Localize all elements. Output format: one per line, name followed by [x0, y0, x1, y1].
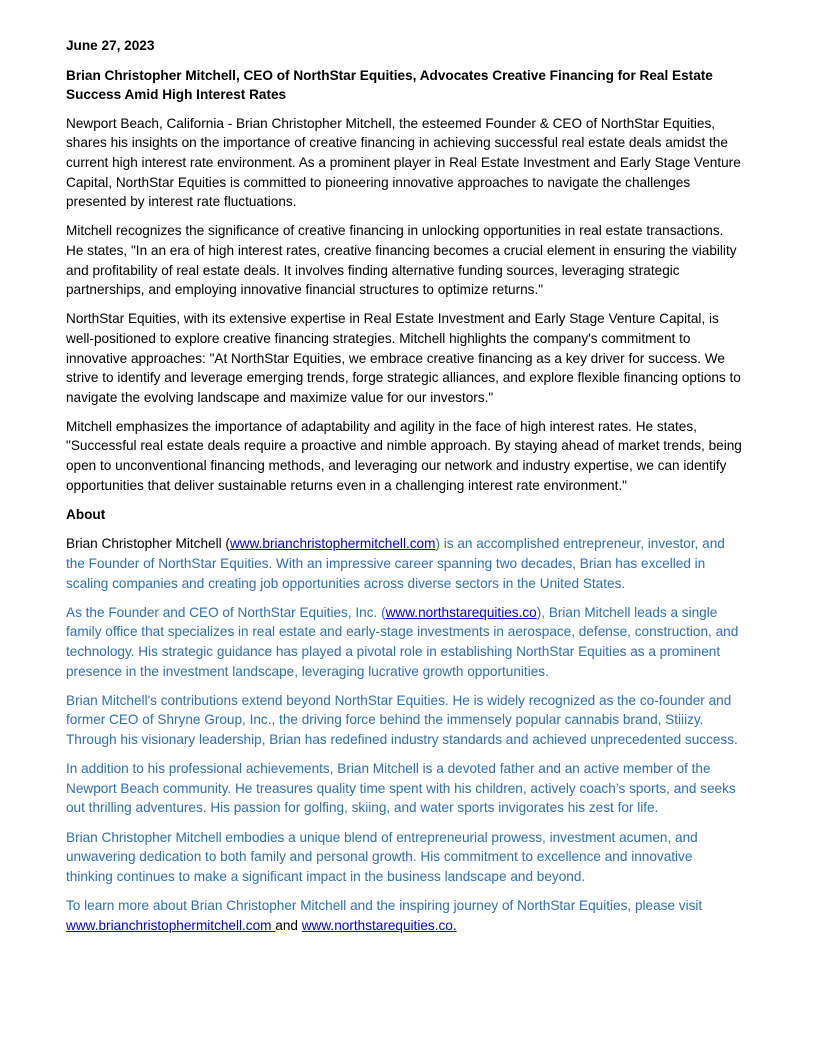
headline: Brian Christopher Mitchell, CEO of NorthStar Equities, Advocates Creative Financing for Real Estate Success Amid High Interest Rates: [66, 67, 713, 103]
about-p6-and: and: [275, 917, 302, 933]
body-paragraph-2: Mitchell recognizes the significance of creative financing in unlocking opportunities in real estate transactions. He states, "In an era of high interest rates, creative financing becomes a crucial element in ensuring the viability and profitability of real estate deals. It involves finding alternative funding sources, leveraging strategic partnerships, and employing innovative financial structures to optimize returns.": [66, 223, 737, 298]
about-paragraph-5: Brian Christopher Mitchell embodies a unique blend of entrepreneurial prowess, investment acumen, and unwavering dedication to both family and personal growth. His commitment to excellence and innovative thinking continues to make a significant impact in the business landscape and beyond.: [66, 829, 698, 884]
about-p6-lead: To learn more about Brian Christopher Mitchell and the inspiring journey of NorthStar Equities, please visit: [66, 897, 703, 913]
about-paragraph-2: [66, 603, 742, 681]
brianchristophermitchell-link[interactable]: www.brianchristophermitchell.com: [229, 536, 436, 552]
about-p1-rest: ) is an accomplished entrepreneur, investor, and the Founder of NorthStar Equities. With an impressive career spanning two decades, Brian has excelled in scaling companies and creating job opportunities across diverse sectors in the United States.: [66, 536, 725, 591]
body-paragraph-1: Newport Beach, California - Brian Christopher Mitchell, the esteemed Founder & CEO of NorthStar Equities, shares his insights on the importance of creative financing in achieving successful real estate deals amidst the current high interest rate environment. As a prominent player in Real Estate Investment and Early Stage Venture Capital, NorthStar Equities is committed to pioneering innovative approaches to navigate the challenges presented by interest rate fluctuations.: [66, 115, 741, 210]
footer-northstarequities-link[interactable]: www.northstarequities.co.: [301, 917, 457, 933]
about-p1-lead: Brian Christopher Mitchell (: [66, 536, 230, 552]
footer-brianchristophermitchell-link[interactable]: www.brianchristophermitchell.com: [66, 917, 276, 933]
about-heading: About: [66, 506, 106, 522]
about-paragraph-4: In addition to his professional achievements, Brian Mitchell is a devoted father and an active member of the Newport Beach community. He treasures quality time spent with his children, actively coach’s sports, and seeks out thrilling adventures. His passion for golfing, skiing, and water sports invigorates his zest for life.: [66, 761, 736, 816]
about-p2-lead: As the Founder and CEO of NorthStar Equities, Inc. (: [66, 604, 386, 620]
about-p2-rest: ), Brian Mitchell leads a single family office that specializes in real estate and early-stage investments in aerospace, defense, construction, and technology. His strategic guidance has played a pivotal role in establishing NorthStar Equities as a prominent presence in the investment landscape, leveraging lucrative growth opportunities.: [66, 604, 739, 679]
body-paragraph-4: Mitchell emphasizes the importance of adaptability and agility in the face of high interest rates. He states, "Successful real estate deals require a proactive and nimble approach. By staying ahead of market trends, being open to unconventional financing methods, and leveraging our network and industry expertise, we can identify opportunities that deliver sustainable returns even in a challenging interest rate environment.": [66, 418, 742, 493]
press-release-page: [66, 36, 742, 945]
body-paragraph-3: NorthStar Equities, with its extensive expertise in Real Estate Investment and Early Stage Venture Capital, is well-positioned to explore creative financing strategies. Mitchell highlights the company's commitment to innovative approaches: "At NorthStar Equities, we embrace creative financing as a key driver for success. We strive to identify and leverage emerging trends, forge strategic alliances, and explore flexible financing options to navigate the evolving landscape and maximize value for our investors.": [66, 311, 741, 405]
about-paragraph-3: Brian Mitchell's contributions extend beyond NorthStar Equities. He is widely recognized as the co-founder and former CEO of Shryne Group, Inc., the driving force behind the immensely popular cannabis brand, Stiiizy. Through his visionary leadership, Brian has redefined industry standards and achieved unprecedented success.: [66, 692, 738, 747]
release-date: June 27, 2023: [66, 38, 155, 53]
northstarequities-link[interactable]: www.northstarequities.co: [385, 604, 537, 620]
about-paragraph-6: [66, 896, 742, 935]
about-paragraph-1: [66, 534, 742, 593]
